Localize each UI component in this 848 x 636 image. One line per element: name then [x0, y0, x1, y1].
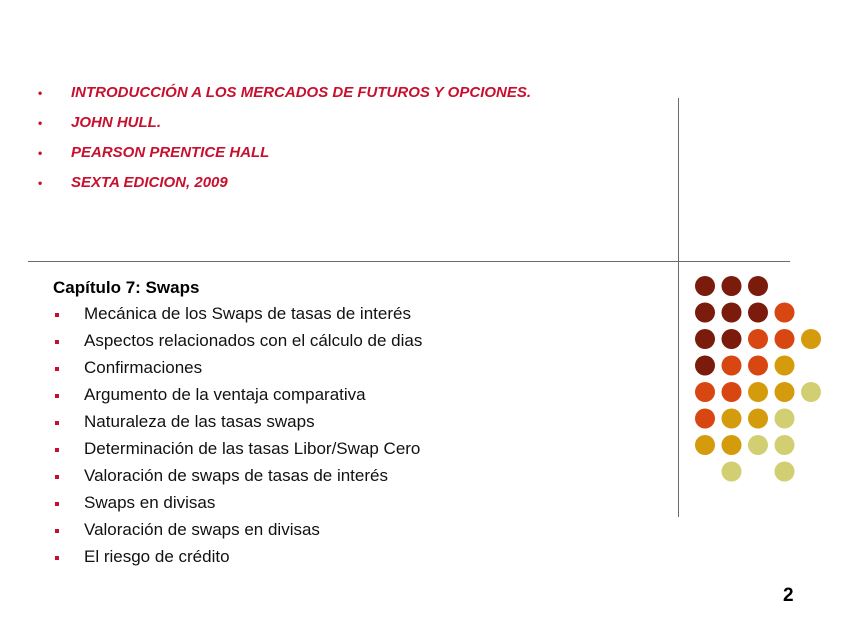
decorative-dot	[801, 382, 821, 402]
decorative-dot	[775, 356, 795, 376]
decorative-dot	[748, 276, 768, 296]
square-bullet-icon	[55, 502, 59, 506]
reference-text: PEARSON PRENTICE HALL	[71, 144, 270, 161]
chapter-title: Capítulo 7: Swaps	[53, 278, 200, 297]
decorative-dot	[775, 382, 795, 402]
decorative-dot	[748, 382, 768, 402]
decorative-dot	[775, 303, 795, 323]
decorative-dot	[775, 462, 795, 482]
vertical-divider	[678, 98, 679, 517]
decorative-dot	[775, 409, 795, 429]
reference-text: INTRODUCCIÓN A LOS MERCADOS DE FUTUROS Y OPCIONES.	[71, 84, 532, 101]
topic-text: Aspectos relacionados con el cálculo de dias	[84, 331, 423, 350]
topic-text: Naturaleza de las tasas swaps	[84, 412, 315, 431]
decorative-dot	[695, 435, 715, 455]
square-bullet-icon	[55, 448, 59, 452]
bullet-icon: •	[38, 86, 43, 100]
decorative-dot	[748, 303, 768, 323]
decorative-dot	[722, 329, 742, 349]
decorative-dot	[695, 409, 715, 429]
square-bullet-icon	[55, 394, 59, 398]
bullet-icon: •	[38, 146, 43, 160]
square-bullet-icon	[55, 313, 59, 317]
topic-text: El riesgo de crédito	[84, 547, 230, 566]
square-bullet-icon	[55, 340, 59, 344]
topic-text: Swaps en divisas	[84, 493, 216, 512]
topic-text: Confirmaciones	[84, 358, 203, 377]
square-bullet-icon	[55, 556, 59, 560]
decorative-dot	[748, 409, 768, 429]
decorative-dot	[695, 276, 715, 296]
decorative-dot	[775, 435, 795, 455]
decorative-dot	[748, 329, 768, 349]
bullet-icon: •	[38, 116, 43, 130]
decorative-dot	[722, 356, 742, 376]
decorative-dot	[748, 435, 768, 455]
topic-text: Argumento de la ventaja comparativa	[84, 385, 366, 404]
reference-text: JOHN HULL.	[71, 114, 161, 131]
decorative-dot	[695, 329, 715, 349]
decorative-dot	[695, 303, 715, 323]
decorative-dot	[775, 329, 795, 349]
square-bullet-icon	[55, 421, 59, 425]
decorative-dot	[748, 356, 768, 376]
decorative-dot	[695, 382, 715, 402]
square-bullet-icon	[55, 367, 59, 371]
decorative-dot	[801, 329, 821, 349]
decorative-dot	[722, 303, 742, 323]
decorative-dot	[722, 462, 742, 482]
decorative-dot	[722, 276, 742, 296]
decorative-dot	[722, 382, 742, 402]
decorative-dot	[722, 435, 742, 455]
topic-text: Determinación de las tasas Libor/Swap Cero	[84, 439, 421, 458]
horizontal-divider	[28, 261, 790, 262]
topic-text: Valoración de swaps en divisas	[84, 520, 320, 539]
bullet-icon: •	[38, 176, 43, 190]
decorative-dot	[695, 356, 715, 376]
topic-text: Mecánica de los Swaps de tasas de interés	[84, 304, 411, 323]
page-number: 2	[783, 585, 794, 606]
reference-text: SEXTA EDICION, 2009	[71, 174, 228, 191]
square-bullet-icon	[55, 475, 59, 479]
square-bullet-icon	[55, 529, 59, 533]
decorative-dot	[722, 409, 742, 429]
topic-text: Valoración de swaps de tasas de interés	[84, 466, 388, 485]
